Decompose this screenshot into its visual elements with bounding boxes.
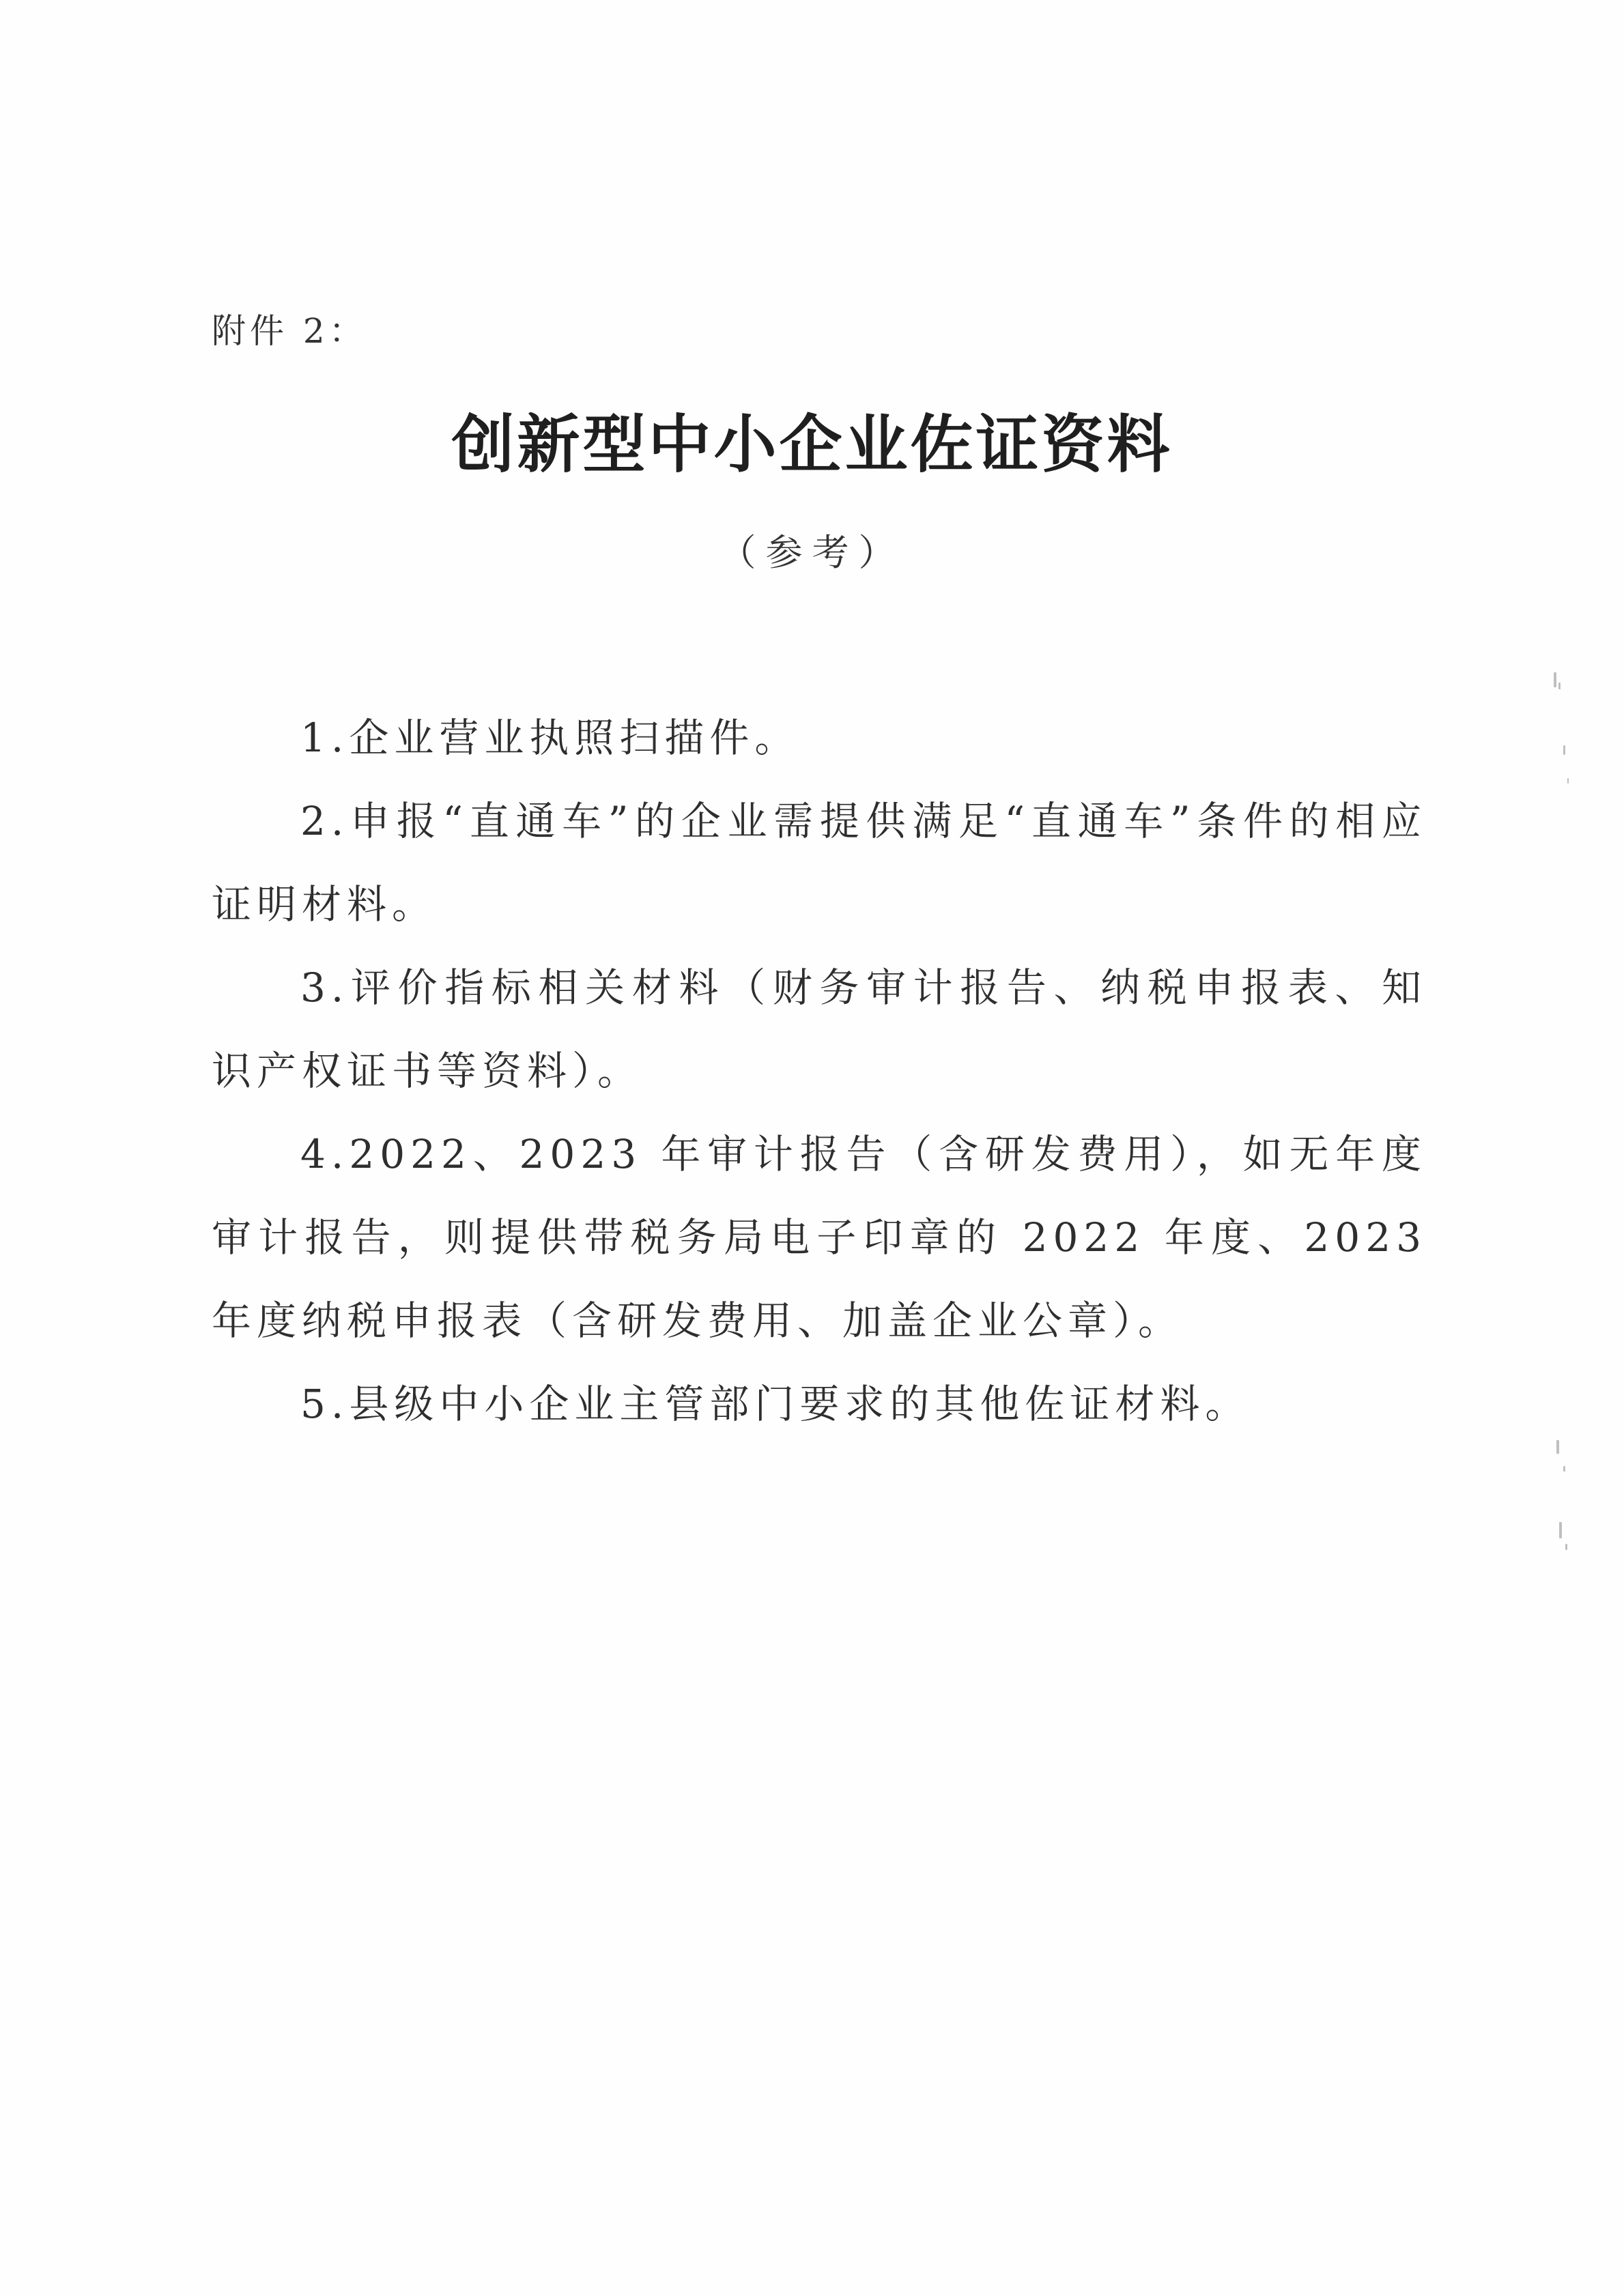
scan-artifact xyxy=(1567,778,1569,784)
scan-artifact xyxy=(1563,745,1565,755)
list-item: 2.申报“直通车”的企业需提供满足“直通车”条件的相应证明材料。 xyxy=(212,798,1427,928)
requirements-list xyxy=(212,696,1427,1446)
scan-artifact xyxy=(1554,672,1556,687)
scan-artifact xyxy=(1563,1466,1565,1472)
list-item: 3.评价指标相关材料（财务审计报告、纳税申报表、知识产权证书等资料）。 xyxy=(212,964,1427,1094)
scan-artifact xyxy=(1558,683,1561,689)
attachment-label: 附件 2： xyxy=(212,311,367,351)
document-subtitle: （参考） xyxy=(719,531,905,574)
list-item: 1.企业营业执照扫描件。 xyxy=(300,715,800,761)
scan-artifact xyxy=(1559,1522,1562,1538)
scan-artifact xyxy=(1556,1440,1559,1454)
scan-artifact xyxy=(1565,1544,1567,1550)
document-title: 创新型中小企业佐证资料 xyxy=(451,407,1173,481)
list-item: 4.2022、2023 年审计报告（含研发费用），如无年度审计报告，则提供带税务局电子印章的 2022 年度、2023 年度纳税申报表（含研发费用、加盖企业公章）。 xyxy=(212,1131,1427,1344)
list-item: 5.县级中小企业主管部门要求的其他佐证材料。 xyxy=(300,1381,1251,1427)
